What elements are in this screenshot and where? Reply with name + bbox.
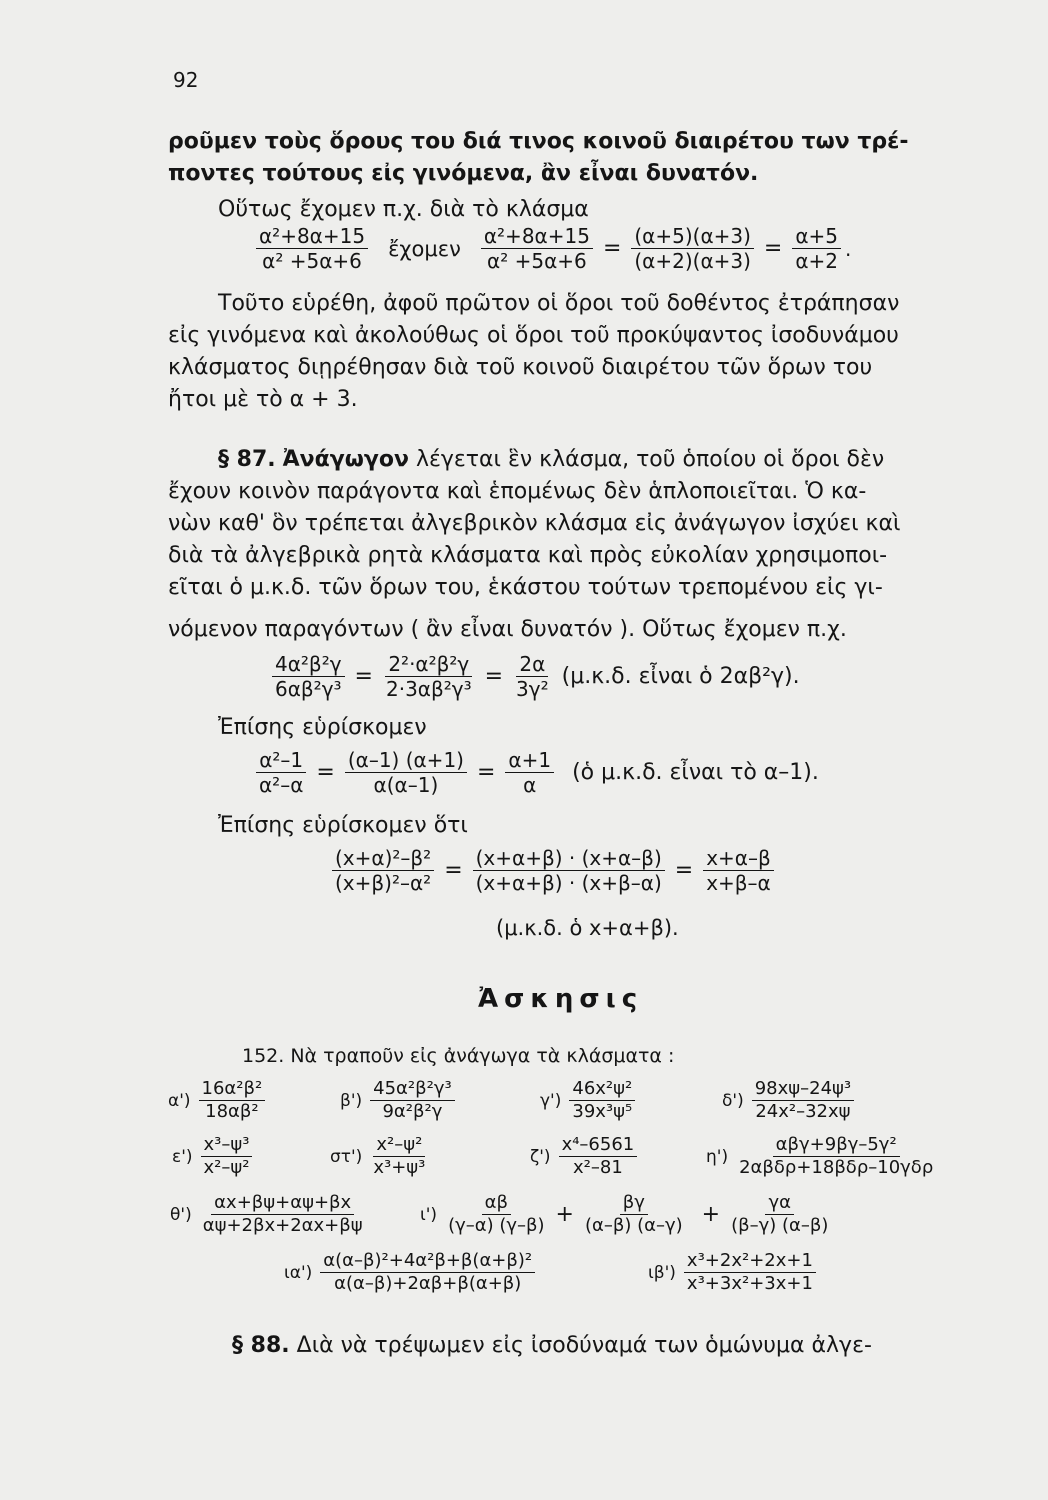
exercises-heading: Ἀσκησις xyxy=(478,984,644,1014)
para1-line-1: Τοῦτο εὑρέθη, ἀφοῦ πρῶτον οἱ ὅροι τοῦ δοθέντος ἐτράπησαν xyxy=(218,291,900,316)
eq1-fraction-d: $\frac{\alpha+5}{\alpha+2}$ xyxy=(792,224,841,273)
eq1-fraction-b: $\frac{\text{α²+8α+15}}{\text{α² +5α+6}}$ xyxy=(481,224,593,273)
equation-2: $\frac{\text{4α²β²γ}}{\text{6αβ²γ³}}$ = $\frac{\text{2²·α²β²γ}}{\text{2·3αβ²γ³}}$ = $\frac{2\alpha}{\text{3γ²}}$ (μ.κ.δ. εἶναι ὁ 2αβ²γ). xyxy=(268,652,800,701)
para1-line-3: κλάσματος διῃρέθησαν διὰ τοῦ κοινοῦ διαιρέτου τῶν ὅρων του xyxy=(168,355,873,380)
section-87-text-1: λέγεται ἓν κλάσμα, τοῦ ὁποίου οἱ ὅροι δὲν xyxy=(415,447,885,472)
eq2-fraction-c: $\frac{2\alpha}{\text{3γ²}}$ xyxy=(516,652,549,701)
page-number: 92 xyxy=(173,68,199,92)
eq2-fraction-b: $\frac{\text{2²·α²β²γ}}{\text{2·3αβ²γ³}}$ xyxy=(385,652,472,701)
eq3-fraction-a: $\frac{\text{α²–1}}{\text{α²–α}}$ xyxy=(256,748,306,797)
exercise-item-h: η') $\frac{\text{αβγ+9βγ–5γ²}}{\text{2αβδρ+18βδρ–10γδρ}}$ xyxy=(706,1134,934,1178)
intro-line-1: ροῦμεν τοὺς ὅρους του διά τινος κοινοῦ διαιρέτου των τρέ- xyxy=(168,129,909,154)
section-88-line xyxy=(232,1332,872,1360)
exercise-item-i-term-3: $\frac{\gamma\alpha}{(\beta-\gamma) (\alpha-\beta)}$ xyxy=(731,1192,829,1236)
eq4-note: (μ.κ.δ. ὁ x+α+β). xyxy=(496,916,679,940)
eq2-note: (μ.κ.δ. εἶναι ὁ 2αβ²γ). xyxy=(561,664,800,689)
section-87-line-6: νόμενον παραγόντων ( ἂν εἶναι δυνατόν ). Οὕτως ἔχομεν π.χ. xyxy=(168,617,847,642)
exercise-item-z: ζ') $\frac{\text{x⁴–6561}}{\text{x²–81}}$ xyxy=(530,1134,641,1179)
para1-line-2: εἰς γινόμενα καὶ ἀκολούθως οἱ ὅροι τοῦ προκύψαντος ἰσοδυνάμου xyxy=(168,323,899,348)
section-87-line-5: εῖται ὁ μ.κ.δ. τῶν ὅρων του, ἑκάστου τούτων τρεπομένου εἰς γι- xyxy=(168,575,883,600)
section-88-number: § 88. xyxy=(232,1333,290,1358)
also-find-1: Ἐπίσης εὑρίσκομεν xyxy=(218,715,427,740)
exercise-item-b: β') $\frac{\text{45α²β²γ³}}{\text{9α²β²γ}}$ xyxy=(340,1078,459,1123)
exercise-item-st: στ') $\frac{\text{x²–ψ²}}{\text{x³+ψ³}}$ xyxy=(330,1134,426,1178)
section-87-number: § 87. xyxy=(218,447,276,472)
example-intro: Οὕτως ἔχομεν π.χ. διὰ τὸ κλάσμα xyxy=(218,197,589,222)
eq3-note: (ὁ μ.κ.δ. εἶναι τὸ α–1). xyxy=(572,760,819,785)
eq1-word: ἔχομεν xyxy=(388,236,461,261)
exercise-item-ib: ιβ') $\frac{\text{x³+2x²+2x+1}}{\text{x³+3x²+3x+1}}$ xyxy=(648,1250,820,1295)
eq1-fraction-a: $\frac{\text{α²+8α+15}}{\text{α² +5α+6}}$ xyxy=(256,224,368,273)
eq4-fraction-a: $\frac{\text{(x+α)²–β²}}{\text{(x+β)²–α²}}$ xyxy=(332,846,434,895)
exercise-item-e: ε') $\frac{\text{x³–ψ³}}{\text{x²–ψ²}}$ xyxy=(172,1134,256,1179)
eq4-fraction-b: $\frac{(x+\alpha+\beta) \cdot (x+\alpha-\beta)}{(x+\alpha+\beta) \cdot (x+\beta-\alpha)}$ xyxy=(473,846,665,895)
eq4-fraction-c: $\frac{x+\alpha-\beta}{x+\beta-\alpha}$ xyxy=(703,846,774,895)
eq1-end: . xyxy=(845,236,852,261)
para1-line-4: ἤτοι μὲ τὸ α + 3. xyxy=(168,387,358,412)
exercise-item-d: δ') $\frac{\text{98xψ–24ψ³}}{\text{24x²–32xψ}}$ xyxy=(722,1078,858,1123)
exercise-item-i: ι') $\frac{\alpha\beta}{(\gamma-\alpha) (\gamma-\beta)}$ + $\frac{\beta\gamma}{(\alpha-\beta) (\alpha-\gamma)}$ + $\frac{\gamma\alpha}{(\beta-\gamma) (\alpha-\beta)}$ xyxy=(420,1192,835,1237)
section-87-first-line xyxy=(218,446,884,474)
exercise-item-c: γ') $\frac{\text{46x²ψ²}}{\text{39x³ψ⁵}}$ xyxy=(540,1078,639,1123)
eq1-fraction-c: $\frac{(\alpha+5)(\alpha+3)}{(\alpha+2)(\alpha+3)}$ xyxy=(631,224,754,273)
section-87-line-4: διὰ τὰ ἀλγεβρικὰ ρητὰ κλάσματα καὶ πρὸς εὐκολίαν χρησιμοποι- xyxy=(168,543,888,568)
eq2-fraction-a: $\frac{\text{4α²β²γ}}{\text{6αβ²γ³}}$ xyxy=(272,652,345,701)
eq3-fraction-b: $\frac{(\alpha-1) (\alpha+1)}{\alpha(\alpha-1)}$ xyxy=(345,748,467,797)
equation-4: $\frac{\text{(x+α)²–β²}}{\text{(x+β)²–α²}}$ = $\frac{(x+\alpha+\beta) \cdot (x+\alpha-\beta)}{(x+\alpha+\beta) \cdot (x+\beta-\alpha)}$ = $\frac{x+\alpha-\beta}{x+\beta-\alpha}$ xyxy=(328,846,778,895)
section-87-term: Ἀνάγωγον xyxy=(282,447,409,472)
also-find-2: Ἐπίσης εὑρίσκομεν ὅτι xyxy=(218,813,468,838)
exercise-152-prompt: 152. Νὰ τραποῦν εἰς ἀνάγωγα τὰ κλάσματα : xyxy=(242,1045,675,1067)
exercise-item-a: α') $\frac{\text{16α²β²}}{\text{18αβ²}}$ xyxy=(168,1078,269,1123)
equation-1: $\frac{\text{α²+8α+15}}{\text{α² +5α+6}}$ ἔχομεν $\frac{\text{α²+8α+15}}{\text{α² +5α+6}}$ = $\frac{(\alpha+5)(\alpha+3)}{(\alpha+2)(\alpha+3)}$ = $\frac{\alpha+5}{\alpha+2}$ . xyxy=(252,224,851,273)
eq3-fraction-c: $\frac{\alpha+1}{\alpha}$ xyxy=(505,748,554,797)
section-88-text: Διὰ νὰ τρέψωμεν εἰς ἰσοδύναμά των ὁμώνυμα ἀλγε- xyxy=(296,1333,872,1358)
intro-line-2: ποντες τούτους εἰς γινόμενα, ἂν εἶναι δυνατόν. xyxy=(168,161,759,186)
exercise-item-th: θ') $\frac{\alpha x+\beta\psi+\alpha\psi+\beta x}{\alpha\psi+2\beta x+2\alpha x+\beta\psi}$ xyxy=(170,1192,363,1236)
exercise-item-i-term-2: $\frac{\beta\gamma}{(\alpha-\beta) (\alpha-\gamma)}$ xyxy=(584,1192,683,1236)
equation-3: $\frac{\text{α²–1}}{\text{α²–α}}$ = $\frac{(\alpha-1) (\alpha+1)}{\alpha(\alpha-1)}$ = $\frac{\alpha+1}{\alpha}$ (ὁ μ.κ.δ. εἶναι τὸ α–1). xyxy=(252,748,819,797)
exercise-item-ia: ια') $\frac{\text{α(α–β)²+4α²β+β(α+β)²}}{\alpha(\alpha-\beta)+2\alpha\beta+\beta(\alpha+\beta)}$ xyxy=(284,1250,539,1295)
section-87-line-3: νὼν καθ' ὃν τρέπεται ἀλγεβρικὸν κλάσμα εἰς ἀνάγωγον ἰσχύει καὶ xyxy=(168,511,901,536)
section-87-line-2: ἔχουν κοινὸν παράγοντα καὶ ἑπομένως δὲν ἁπλοποιεῖται. Ὁ κα- xyxy=(168,479,867,504)
